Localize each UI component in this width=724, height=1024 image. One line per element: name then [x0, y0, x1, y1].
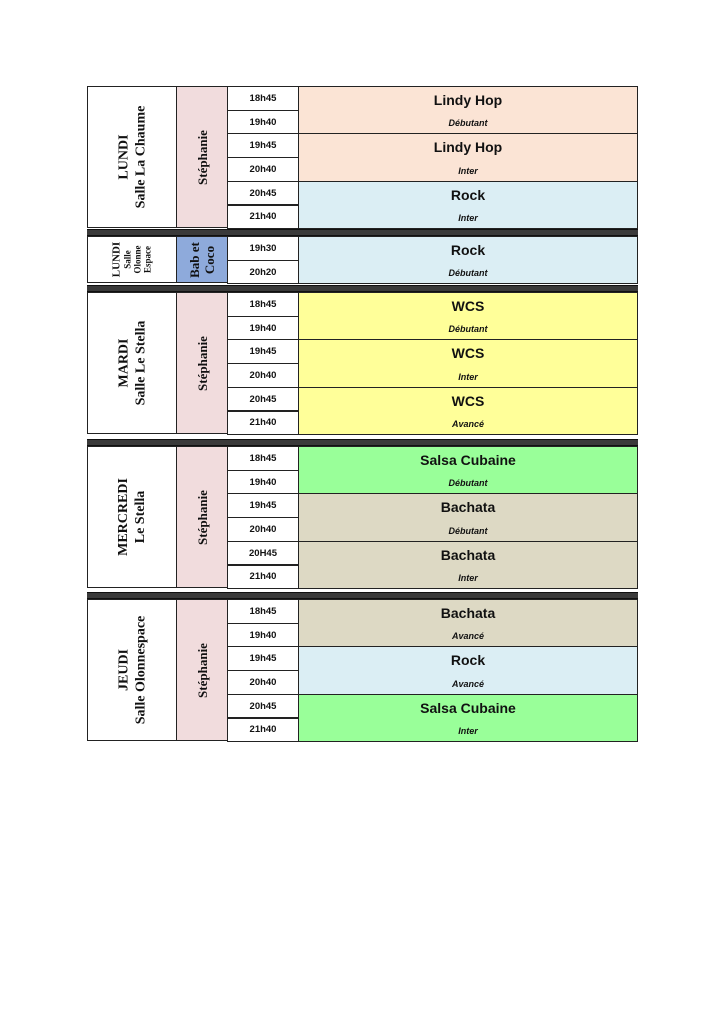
- end-time: 19h40: [227, 623, 299, 648]
- block-separator: [87, 229, 638, 236]
- start-time: 20H45: [227, 541, 299, 566]
- start-time: 19h30: [227, 236, 299, 261]
- end-time: 20h40: [227, 157, 299, 182]
- teacher-cell: [176, 236, 228, 283]
- class-name: Bachata: [440, 546, 496, 563]
- class-cell: [298, 387, 638, 435]
- venue-name: Salle Olonne Espace: [122, 245, 153, 274]
- block-separator: [87, 439, 638, 446]
- teacher-name: Stéphanie: [194, 642, 210, 698]
- end-time: 21h40: [227, 565, 299, 590]
- teacher-cell: [176, 292, 228, 434]
- day-venue-cell: [87, 236, 177, 283]
- class-cell: [298, 181, 638, 229]
- start-time: 18h45: [227, 86, 299, 111]
- day-venue-label: [115, 106, 149, 209]
- day-name: MERCREDI: [116, 478, 131, 556]
- class-cell: [298, 541, 638, 589]
- end-time: 20h40: [227, 363, 299, 388]
- day-venue-cell: [87, 446, 177, 588]
- teacher-cell: [176, 599, 228, 741]
- class-name: Salsa Cubaine: [420, 699, 516, 716]
- teacher-name: Stéphanie: [194, 489, 210, 545]
- venue-name: Salle La Chaume: [133, 105, 148, 209]
- class-level: Débutant: [448, 478, 488, 489]
- day-name: JEUDI: [116, 649, 132, 692]
- start-time: 19h45: [227, 339, 299, 364]
- end-time: 20h40: [227, 517, 299, 542]
- class-level: Inter: [458, 371, 478, 382]
- class-cell: [298, 493, 638, 541]
- class-name: Rock: [450, 186, 486, 203]
- class-name: Bachata: [440, 499, 496, 516]
- block-separator: [87, 592, 638, 599]
- class-cell: [298, 86, 638, 134]
- day-venue-label: [112, 238, 153, 282]
- day-name: LUNDI: [110, 241, 123, 278]
- teacher-name: Bab et Coco: [187, 241, 217, 278]
- start-time: 18h45: [227, 599, 299, 624]
- start-time: 20h45: [227, 694, 299, 719]
- start-time: 20h45: [227, 387, 299, 412]
- class-cell: [298, 646, 638, 694]
- class-level: Inter: [458, 573, 478, 584]
- class-name: Lindy Hop: [433, 92, 503, 109]
- day-venue-cell: [87, 599, 177, 741]
- class-cell: [298, 599, 638, 647]
- end-time: 20h40: [227, 670, 299, 695]
- block-separator: [87, 285, 638, 292]
- start-time: 19h45: [227, 646, 299, 671]
- teacher-cell: [176, 446, 228, 588]
- teacher-name: Stéphanie: [194, 129, 210, 185]
- class-name: WCS: [451, 345, 485, 362]
- day-name: MARDI: [116, 338, 131, 388]
- start-time: 18h45: [227, 292, 299, 317]
- venue-name: Le Stella: [133, 490, 148, 544]
- class-level: Inter: [458, 726, 478, 737]
- day-venue-label: [115, 616, 149, 725]
- end-time: 19h40: [227, 470, 299, 495]
- start-time: 19h45: [227, 133, 299, 158]
- day-venue-label: [115, 478, 149, 556]
- end-time: 21h40: [227, 718, 299, 743]
- class-level: Avancé: [451, 678, 485, 689]
- start-time: 18h45: [227, 446, 299, 471]
- class-name: WCS: [451, 298, 485, 315]
- day-venue-label: [115, 321, 149, 406]
- class-name: Rock: [450, 652, 486, 669]
- class-level: Débutant: [448, 268, 488, 279]
- class-cell: [298, 292, 638, 340]
- class-level: Débutant: [448, 324, 488, 335]
- class-cell: [298, 339, 638, 387]
- venue-name: Salle Olonnespace: [133, 615, 149, 725]
- class-cell: [298, 133, 638, 181]
- class-cell: [298, 236, 638, 284]
- start-time: 19h45: [227, 493, 299, 518]
- class-name: WCS: [451, 392, 485, 409]
- class-name: Lindy Hop: [433, 139, 503, 156]
- end-time: 19h40: [227, 316, 299, 341]
- end-time: 20h20: [227, 260, 299, 285]
- class-level: Avancé: [451, 419, 485, 430]
- class-level: Avancé: [451, 631, 485, 642]
- day-venue-cell: [87, 292, 177, 434]
- end-time: 21h40: [227, 205, 299, 230]
- class-name: Bachata: [440, 605, 496, 622]
- class-name: Rock: [450, 242, 486, 259]
- class-name: Salsa Cubaine: [420, 452, 516, 469]
- class-cell: [298, 694, 638, 742]
- class-level: Inter: [458, 213, 478, 224]
- class-cell: [298, 446, 638, 494]
- teacher-cell: [176, 86, 228, 228]
- start-time: 20h45: [227, 181, 299, 206]
- class-level: Inter: [458, 165, 478, 176]
- teacher-name: Stéphanie: [194, 335, 210, 391]
- class-level: Débutant: [448, 525, 488, 536]
- venue-name: Salle Le Stella: [133, 320, 148, 406]
- end-time: 19h40: [227, 110, 299, 135]
- day-name: LUNDI: [116, 134, 131, 180]
- end-time: 21h40: [227, 411, 299, 436]
- day-venue-cell: [87, 86, 177, 228]
- class-level: Débutant: [448, 118, 488, 129]
